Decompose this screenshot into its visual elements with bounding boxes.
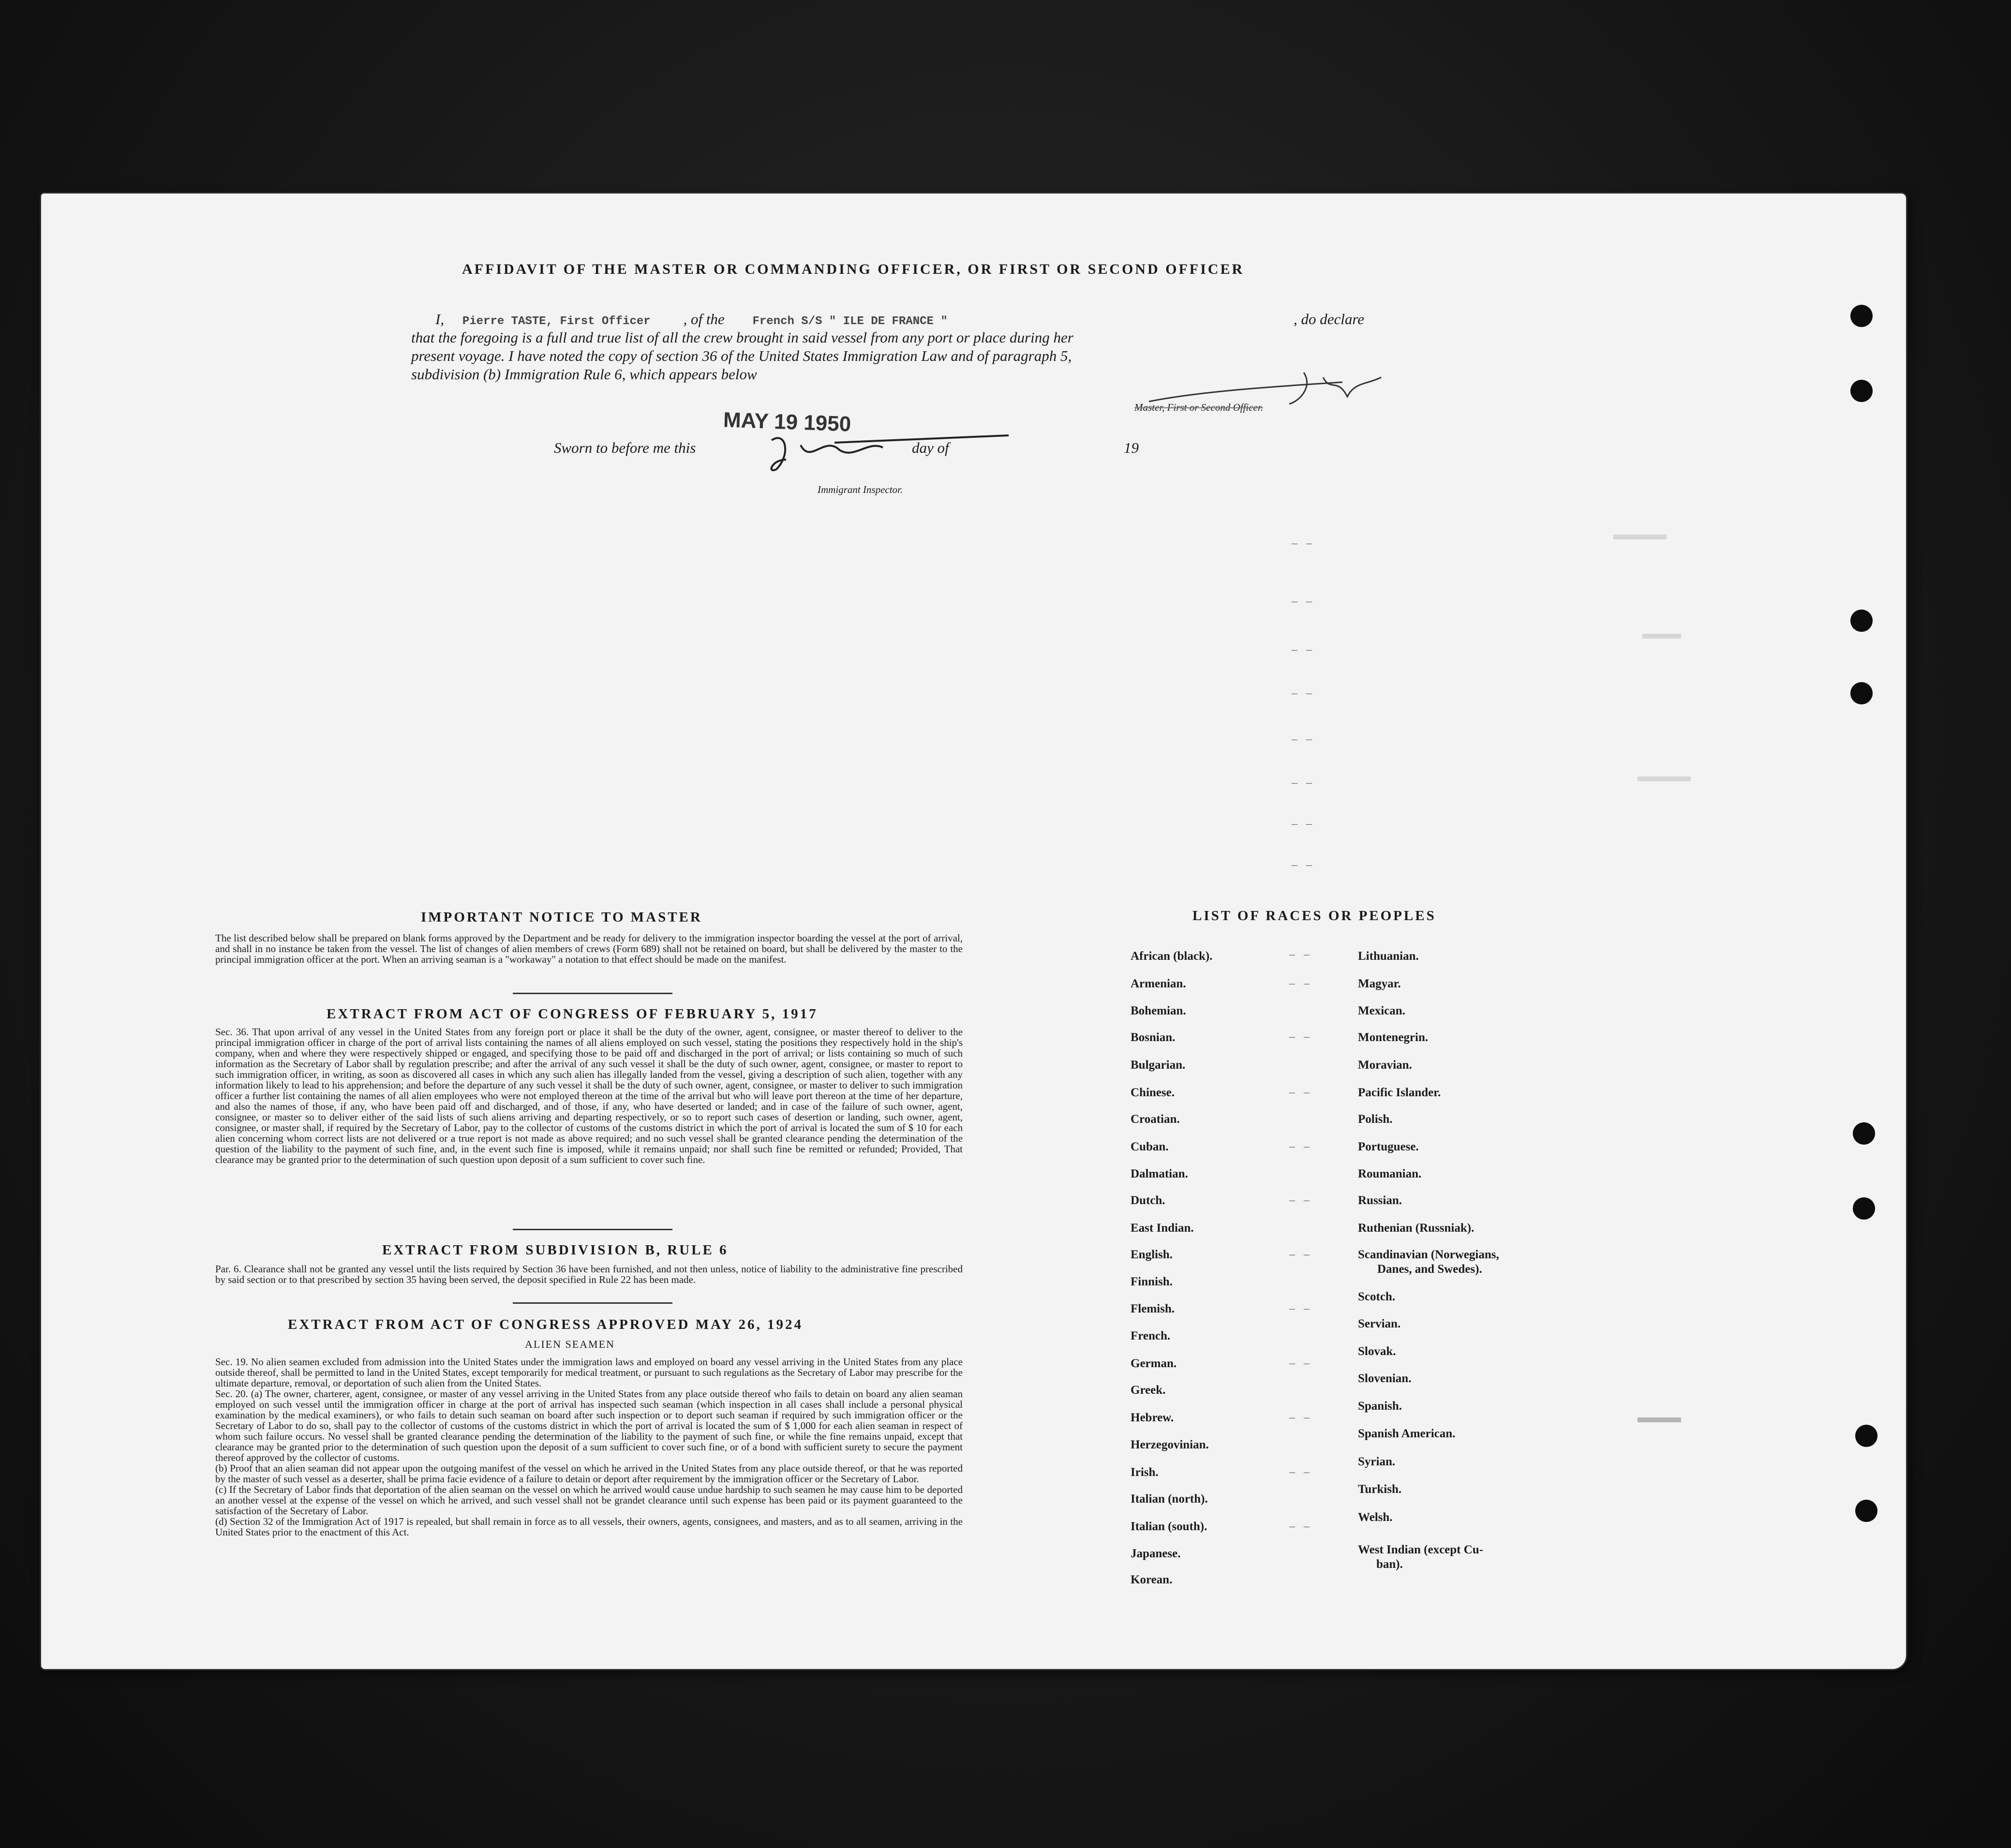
race-left-item: Hebrew. [1131,1411,1174,1424]
race-dash: – – [1289,977,1312,990]
sec19-text: Sec. 19. No alien seamen excluded from admission into the United States under the immigration laws and employed on board any vessel arriving in the United States from any place outside thereof, shall be permitted to land in the United States, except temporarily for medical treatment, or pursuant to such regulations as the Secretary of Labor may prescribe for the ultimate departure, removal, or deportation of such alien from the United States. [215,1356,963,1389]
race-left-item: Flemish. [1131,1302,1175,1315]
inspector-signature [757,426,1057,479]
faint-mark [1638,776,1691,781]
divider [513,1229,672,1230]
faint-mark [1613,535,1667,539]
date-stamp: MAY 19 1950 [723,408,852,436]
affidavit-line3: present voyage. I have noted the copy of section 36 of the United States Immigration Law and of paragraph 5, [411,347,1072,364]
divider [513,993,672,994]
race-left-item: East Indian. [1131,1222,1194,1235]
faint-mark [1638,1417,1681,1422]
punch-hole [1855,1425,1877,1447]
rule6-heading: EXTRACT FROM SUBDIVISION B, RULE 6 [382,1242,729,1258]
race-right-item: Ruthenian (Russniak). [1358,1222,1475,1235]
race-left-item: Croatian. [1131,1113,1180,1126]
column-dash: – – [1292,537,1315,550]
punch-hole [1850,682,1873,704]
race-left-item: Korean. [1131,1573,1173,1586]
race-right-item: Slovenian. [1358,1372,1412,1385]
extract-1924-heading: EXTRACT FROM ACT OF CONGRESS APPROVED MAY 26, 1924 [288,1317,803,1332]
notice-body: The list described below shall be prepared on blank forms approved by the Department and be ready for delivery to the immigration inspector boarding the vessel at the port of arrival, and shall in no instance be taken from the vessel. The list of changes of alien members of crews (Form 689) shall not be retained on board, but shall be delivered by the master to the principal immigration officer at the port. When an arriving seaman is a "workaway" a notation to that effect should be made on the manifest. [215,932,963,965]
sec20a-text: Sec. 20. (a) The owner, charterer, agent, consignee, or master of any vessel arriving in the United States from any place outside thereof who fails to detain on board any alien seaman employed on such vessel until the immigration officer in charge at the port of arrival has inspected such seaman (which inspection in all cases shall include a personal physical examination by the medical examiners), or who fails to detain such seaman on board after such inspection or to deport such seaman if required by such immigration officer or the Secretary of Labor to do so, shall pay to the collector of customs of the customs district in which the port of arrival is located the sum of $ 1,000 for each alien seaman in respect of whom such failure occurs. No vessel shall be granted clearance pending the determination of the liability to the payment of such fine, or while the fine remains unpaid, except that clearance may be granted prior to the determination of such question upon the deposit of a sum sufficient to cover such fine, or of a bond with sufficient surety to secure the payment thereof approved by the collector of customs. [215,1388,963,1463]
officer-signature-caption: Master, First or Second Officer. [1134,402,1263,413]
affidavit-heading: AFFIDAVIT OF THE MASTER OR COMMANDING OFFICER, OR FIRST OR SECOND OFFICER [462,261,1245,277]
race-right-item: Servian. [1358,1317,1401,1330]
affidavit-i: I, [435,311,445,328]
race-left-item: Italian (south). [1131,1520,1207,1533]
race-dash: – – [1289,1140,1312,1153]
race-left-item: Italian (north). [1131,1492,1208,1505]
officer-name-typed: Pierre TASTE, First Officer [462,315,651,328]
column-dash: – – [1292,733,1315,745]
race-right-item: Lithuanian. [1358,950,1419,963]
race-dash: – – [1289,1357,1312,1370]
faint-mark [1642,634,1681,639]
column-dash: – – [1292,687,1315,700]
race-right-item: Scotch. [1358,1290,1396,1303]
races-heading: LIST OF RACES OR PEOPLES [1192,908,1436,924]
day-of-label: day of [912,439,949,456]
race-dash: – – [1289,948,1312,961]
race-left-item: Armenian. [1131,977,1186,990]
sec20d-text: (d) Section 32 of the Immigration Act of 1917 is repealed, but shall remain in force as to all vessels, their owners, agents, consignees, and masters, and as to all seamen, arriving in the United States prior to the enactment of this Act. [215,1516,963,1538]
year-label: 19 [1124,439,1139,456]
extract-1917-body: Sec. 36. That upon arrival of any vessel in the United States from any foreign port or place it shall be the duty of the owner, agent, consignee, or master thereof to deliver to the principal immigration officer in charge of the port of arrival lists containing the names of all aliens employed on such vessel, stating the positions they respectively hold in the ship's company, when and where they were respectively shipped or engaged, and specifying those to be paid off and discharged in the port of arrival; or lists containing so much of such information as the Secretary of Labor shall by regulation prescribe; and after the arrival of any such vessel it shall be the duty of such owner, agent, consignee, or master to report to such immigration officer, in writing, as soon as discovered all cases in which any such alien has illegally landed from the vessel, giving a description of such alien, together with any information likely to lead to his apprehension; and before the departure of any such vessel it shall be the duty of such owner, agent, consignee, or master to deliver to such immigration officer a further list containing the names of all alien employees who were not employed thereon at the time of the arrival but who will leave port thereon at the time of her departure, and also the names of those, if any, who have been paid off and discharged, and of those, if any, who have deserted or landed; and in case of the failure of such owner, agent, consignee, or master so to deliver either of the said lists of such aliens arriving and departing respectively, or so to report such cases of desertion or landing, such owner, agent, consignee, or master shall, if required by the Secretary of Labor, pay to the collector of customs of the customs district in which the port of arrival is located the sum of $ 10 for each alien concerning whom correct lists are not delivered or a true report is not made as above required; and no such vessel shall be granted clearance pending the determination of the question of the liability to the payment of such fine, and, in the event such fine is imposed, while it remains unpaid; nor shall such fine be remitted or refunded; Provided, That clearance may be granted prior to the determination of such question upon deposit of a sum sufficient to cover such fine. [215,1026,963,1165]
manifest-page [41,194,1906,1669]
punch-hole [1850,610,1873,632]
race-dash: – – [1289,1466,1312,1478]
race-right-item: Magyar. [1358,977,1401,990]
race-right-item: Danes, and Swedes). [1377,1263,1482,1276]
affidavit-line2: that the foregoing is a full and true list of all the crew brought in said vessel from any port or place during her [411,329,1073,346]
extract-1924-body [215,1356,963,1537]
sec20b-text: (b) Proof that an alien seaman did not appear upon the outgoing manifest of the vessel on which he arrived in the United States from any place outside thereof, or that he was reported by the master of such vessel as a deserter, shall be prima facie evidence of a failure to detain or deport after requirement by the immigration officer or the Secretary of Labor. [215,1462,963,1485]
race-left-item: Bosnian. [1131,1031,1176,1044]
race-left-item: Irish. [1131,1466,1159,1479]
affidavit-line1 [435,311,1364,328]
race-left-item: Cuban. [1131,1140,1169,1153]
race-right-item: Polish. [1358,1113,1393,1126]
race-right-item: Scandinavian (Norwegians, [1358,1248,1499,1261]
race-right-item: Spanish American. [1358,1427,1456,1440]
race-right-item: West Indian (except Cu- [1358,1543,1484,1556]
race-left-item: Japanese. [1131,1547,1181,1560]
race-dash: – – [1289,1194,1312,1207]
race-right-item: Slovak. [1358,1345,1396,1358]
race-left-item: Bohemian. [1131,1004,1186,1017]
punch-hole [1853,1197,1875,1220]
race-right-item: Moravian. [1358,1058,1412,1072]
alien-seamen-subheading: ALIEN SEAMEN [525,1338,615,1350]
race-right-item: Welsh. [1358,1511,1393,1524]
race-right-item: Roumanian. [1358,1167,1422,1180]
race-left-item: English. [1131,1248,1173,1261]
divider [513,1302,672,1304]
race-left-item: Chinese. [1131,1086,1175,1099]
race-left-item: African (black). [1131,950,1213,963]
race-left-item: French. [1131,1329,1171,1342]
race-right-item: ban). [1376,1558,1403,1571]
race-left-item: German. [1131,1357,1177,1370]
vessel-name-typed: French S/S " ILE DE FRANCE " [752,315,948,328]
column-dash: – – [1292,595,1315,608]
race-right-item: Portuguese. [1358,1140,1419,1153]
race-left-item: Dutch. [1131,1194,1165,1207]
race-dash: – – [1289,1520,1312,1533]
sworn-text: Sworn to before me this [554,439,696,456]
notice-heading: IMPORTANT NOTICE TO MASTER [421,909,702,925]
column-dash: – – [1292,776,1315,789]
race-left-item: Dalmatian. [1131,1167,1188,1180]
race-right-item: Syrian. [1358,1455,1396,1468]
extract-1917-heading: EXTRACT FROM ACT OF CONGRESS OF FEBRUARY 5, 1917 [327,1006,818,1022]
race-dash: – – [1289,1030,1312,1043]
race-right-item: Spanish. [1358,1400,1402,1413]
inspector-caption: Immigrant Inspector. [818,484,903,495]
punch-hole [1850,380,1873,402]
column-dash: – – [1292,859,1315,871]
race-right-item: Pacific Islander. [1358,1086,1441,1099]
column-dash: – – [1292,643,1315,656]
punch-hole [1855,1500,1877,1522]
race-right-item: Russian. [1358,1194,1402,1207]
affidavit-line4: subdivision (b) Immigration Rule 6, which appears below [411,366,757,383]
race-dash: – – [1289,1248,1312,1261]
punch-hole [1853,1122,1875,1145]
race-right-item: Montenegrin. [1358,1031,1429,1044]
race-left-item: Bulgarian. [1131,1058,1186,1072]
affidavit-do-declare: , do declare [1293,311,1364,328]
race-left-item: Herzegovinian. [1131,1438,1209,1451]
rule6-body: Par. 6. Clearance shall not be granted any vessel until the lists required by Section 36 have been furnished, and not then unless, notice of liability to the administrative fine prescribed by said section or to that prescribed by section 35 having been served, the deposit specified in Rule 22 has been made. [215,1263,963,1285]
race-right-item: Turkish. [1358,1483,1402,1496]
sec20c-text: (c) If the Secretary of Labor finds that deportation of the alien seaman on the vessel on which he arrived would cause undue hardship to such seamen he may cause him to be deported an another vessel at the expense of the vessel on which he arrived, and such vessel shall not be grandet clearance until such expense has been paid or its payment guaranteed to the satisfaction of the Secretary of Labor. [215,1484,963,1517]
race-dash: – – [1289,1086,1312,1099]
race-left-item: Finnish. [1131,1275,1173,1288]
affidavit-of-the: , of the [683,311,725,328]
race-dash: – – [1289,1302,1312,1315]
race-dash: – – [1289,1411,1312,1424]
race-left-item: Greek. [1131,1384,1166,1397]
punch-hole [1850,305,1873,327]
column-dash: – – [1292,818,1315,830]
race-right-item: Mexican. [1358,1004,1405,1017]
